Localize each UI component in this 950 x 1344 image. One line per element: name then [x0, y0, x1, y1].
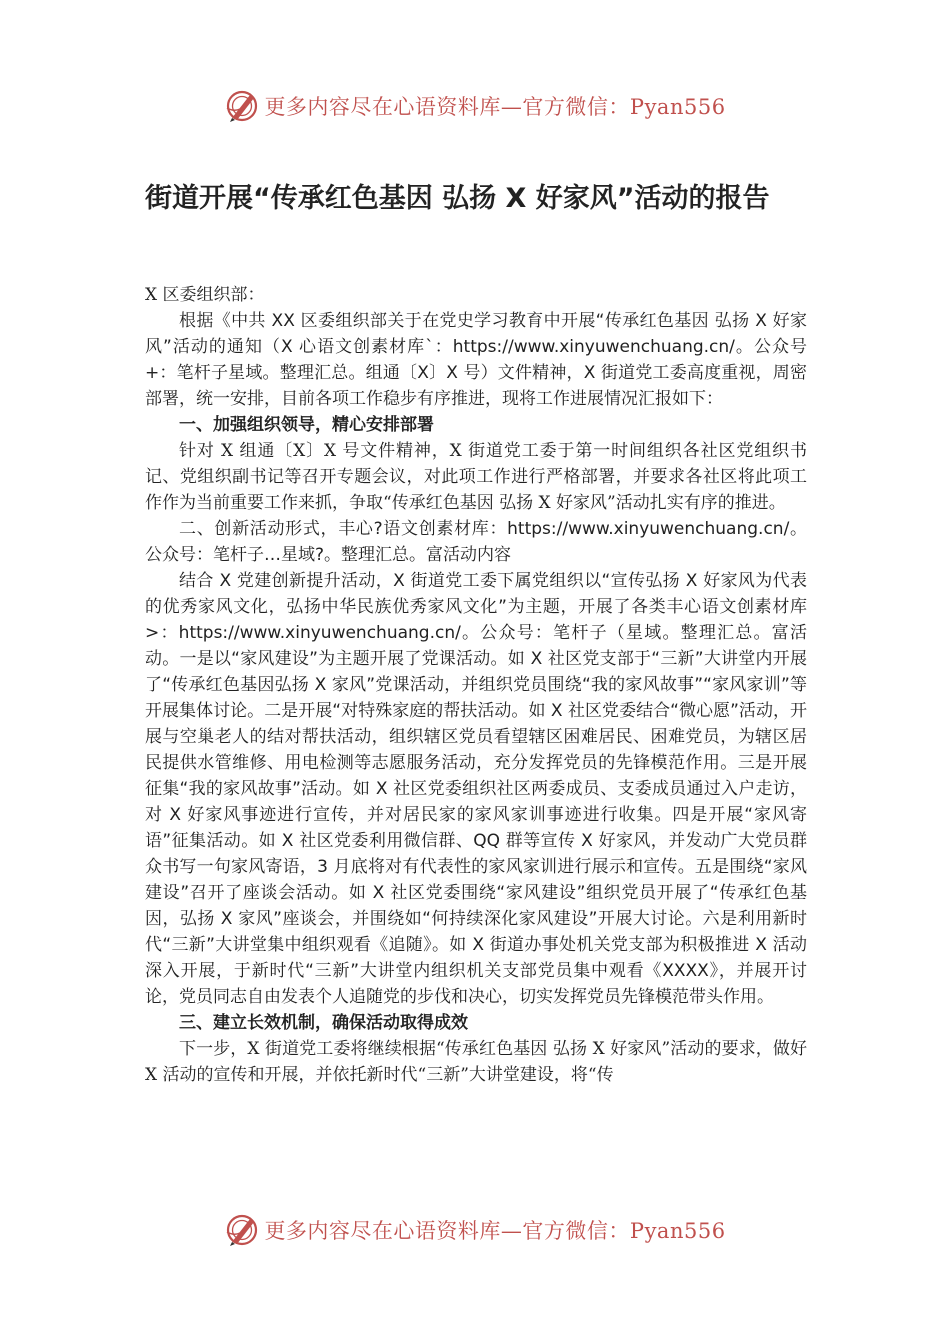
- document-title: 街道开展“传承红色基因 弘扬 X 好家风”活动的报告: [145, 183, 770, 214]
- intro-paragraph: 根据《中共 XX 区委组织部关于在党史学习教育中开展“传承红色基因 弘扬 X 好家风”活动的通知（X 心语文创素材库`：https://www.xinyuwenchuang.cn/。公众号+：笔杆子星域。整理汇总。组通〔X〕X 号）文件精神，X 街道党工委高度重视，周密部署，统一安排，目前各项工作稳步有序推进，现将工作进展情况汇报如下：: [145, 311, 807, 409]
- footer-banner: [0, 1210, 950, 1250]
- salutation: X 区委组织部：: [145, 285, 265, 305]
- section2-heading: 二、创新活动形式，丰心?语文创素材库：https://www.xinyuwenchuang.cn/。公众号：笔杆子…星域?。整理汇总。富活动内容: [145, 519, 807, 565]
- header-banner: [0, 86, 950, 126]
- section3-paragraph: 下一步，X 街道党工委将继续根据“传承红色基因 弘扬 X 好家风”活动的要求，做好 X 活动的宣传和开展，并依托新时代“三新”大讲堂建设，将“传: [145, 1039, 807, 1085]
- section1-paragraph: 针对 X 组通〔X〕X 号文件精神，X 街道党工委于第一时间组织各社区党组织书记、党组织副书记等召开专题会议，对此项工作进行严格部署，并要求各社区将此项工作作为当前重要工作来抓，争取“传承红色基因 弘扬 X 好家风”活动扎实有序的推进。: [145, 441, 807, 513]
- pen-logo-icon: [224, 1212, 260, 1248]
- header-banner-text: 更多内容尽在心语资料库—官方微信：Pyan556: [264, 95, 726, 119]
- pen-logo-icon: [224, 88, 260, 124]
- section2-paragraph: 结合 X 党建创新提升活动，X 街道党工委下属党组织以“宣传弘扬 X 好家风为代表的优秀家风文化，弘扬中华民族优秀家风文化”为主题，开展了各类丰心语文创素材库>：https://www.xinyuwenchuang.cn/。公众号：笔杆子（星域。整理汇总。富活动。一是以“家风建设”为主题开展了党课活动。如 X 社区党支部于“三新”大讲堂内开展了“传承红色基因弘扬 X 家风”党课活动，并组织党员围绕“我的家风故事”“家风家训”等开展集体讨论。二是开展“对特殊家庭的帮扶活动。如 X 社区党委结合“微心愿”活动，开展与空巢老人的结对帮扶活动，组织辖区党员看望辖区困难居民、困难党员，为辖区居民提供水管维修、用电检测等志愿服务活动，充分发挥党员的先锋模范作用。三是开展征集“我的家风故事”活动。如 X 社区党委组织社区两委成员、支委成员通过入户走访，对 X 好家风事迹进行宣传，并对居民家的家风家训事迹进行收集。四是开展“家风寄语”征集活动。如 X 社区党委利用微信群、QQ 群等宣传 X 好家风，并发动广大党员群众书写一句家风寄语，3 月底将对有代表性的家风家训进行展示和宣传。五是围绕“家风建设”召开了座谈会活动。如 X 社区党委围绕“家风建设”组织党员开展了“传承红色基因，弘扬 X 家风”座谈会，并围绕如“何持续深化家风建设”开展大讨论。六是利用新时代“三新”大讲堂集中组织观看《追随》。如 X 街道办事处机关党支部为积极推进 X 活动深入开展，于新时代“三新”大讲堂内组织机关支部党员集中观看《XXXX》，并展开讨论，党员同志自由发表个人追随党的步伐和决心，切实发挥党员先锋模范带头作用。: [145, 571, 807, 1007]
- section3-heading: 三、建立长效机制，确保活动取得成效: [179, 1013, 468, 1033]
- document-body: [145, 282, 807, 1088]
- section1-heading: 一、加强组织领导，精心安排部署: [179, 415, 434, 435]
- footer-banner-text: 更多内容尽在心语资料库—官方微信：Pyan556: [264, 1219, 726, 1243]
